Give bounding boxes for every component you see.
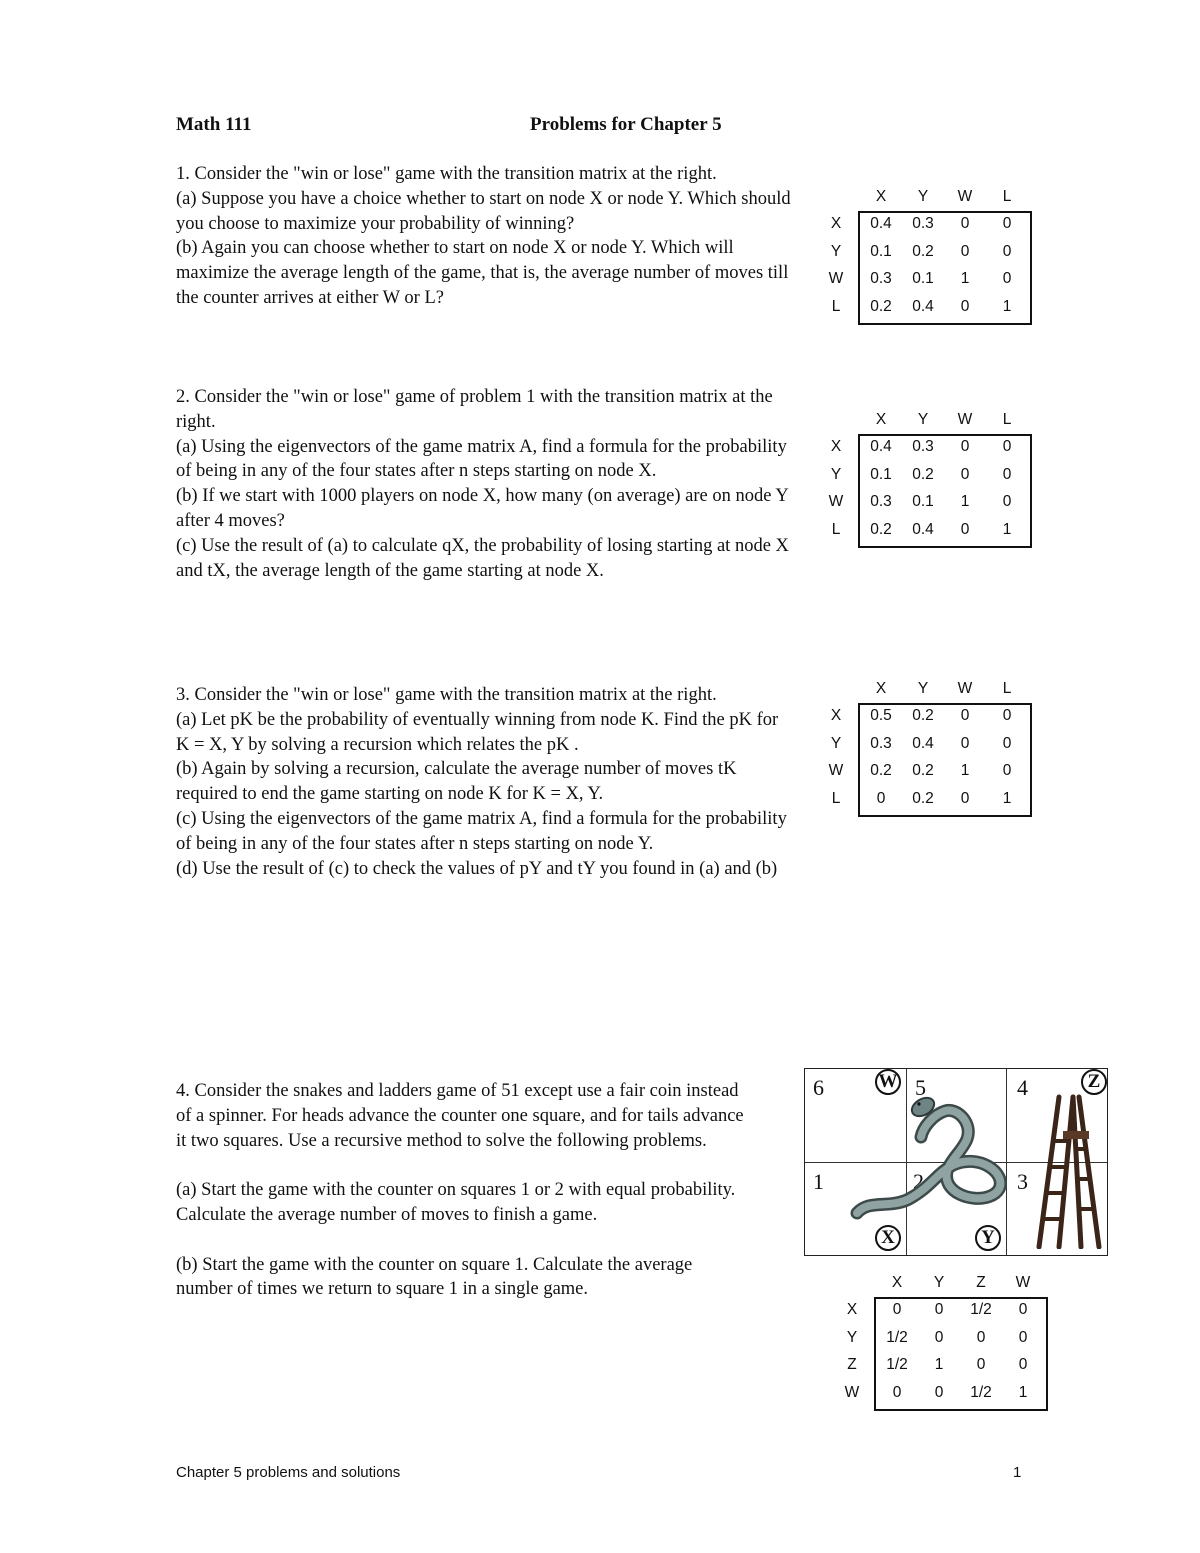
page-title: Problems for Chapter 5 bbox=[530, 114, 722, 135]
matrix-cell: 0.2 bbox=[870, 520, 892, 538]
problem-3-part-c: (c) Using the eigenvectors of the game matrix A, find a formula for the probability of being in any of the four states after n steps starting on node Y. bbox=[176, 808, 787, 854]
matrix-col-label: W bbox=[1015, 1274, 1031, 1291]
matrix-col-label: X bbox=[875, 411, 887, 428]
matrix-col-label: L bbox=[1002, 411, 1012, 428]
matrix-row-label: Y bbox=[830, 465, 842, 483]
matrix-row-label: Y bbox=[846, 1328, 858, 1346]
node-marker-x: X bbox=[875, 1225, 901, 1251]
matrix-col-label: X bbox=[875, 188, 887, 205]
matrix-cell: 0 bbox=[892, 1301, 902, 1318]
matrix-cell: 0 bbox=[960, 215, 970, 232]
matrix-cell: 0 bbox=[960, 297, 970, 315]
matrix-col-label: L bbox=[1002, 680, 1012, 697]
matrix-col-label: Y bbox=[917, 188, 929, 205]
square-number: 2 bbox=[913, 1169, 924, 1194]
matrix-cell: 1 bbox=[960, 493, 970, 510]
matrix-cell: 0 bbox=[960, 438, 970, 455]
matrix-row-label: X bbox=[830, 707, 842, 724]
matrix-cell: 0.1 bbox=[870, 242, 892, 260]
matrix-cell: 0.2 bbox=[870, 297, 892, 315]
matrix-cell: 0.4 bbox=[870, 438, 892, 455]
problem-2 bbox=[176, 385, 796, 583]
matrix-cell: 0.2 bbox=[870, 762, 892, 779]
matrix-cell: 0 bbox=[960, 520, 970, 538]
matrix-cell: 0 bbox=[1018, 1301, 1028, 1318]
matrix-cell: 1 bbox=[960, 762, 970, 779]
matrix-cell: 0.2 bbox=[912, 707, 934, 724]
problem-3-part-a: (a) Let pK be the probability of eventually winning from node K. Find the pK for K = X, Y by solving a recursion which relates the pK . bbox=[176, 709, 779, 755]
matrix-cell: 0.4 bbox=[912, 734, 934, 752]
matrix-cell: 0.2 bbox=[912, 465, 934, 483]
problem-1-part-a: (a) Suppose you have a choice whether to start on node X or node Y. Which should you choose to maximize your probability of winning? bbox=[176, 188, 791, 234]
matrix-cell: 1/2 bbox=[886, 1328, 908, 1346]
matrix-cell: 1 bbox=[1002, 789, 1012, 807]
matrix-cell: 1 bbox=[934, 1356, 944, 1373]
matrix-cell: 1 bbox=[1002, 520, 1012, 538]
matrix-cell: 0 bbox=[1002, 242, 1012, 260]
page-number: 1 bbox=[1013, 1464, 1022, 1481]
matrix-row-label: Y bbox=[830, 242, 842, 260]
problem-2-intro: 2. Consider the "win or lose" game of problem 1 with the transition matrix at the right. bbox=[176, 387, 773, 432]
matrix-cell: 0.1 bbox=[870, 465, 892, 483]
matrix-cell: 0.3 bbox=[870, 493, 892, 510]
matrix-cell: 0.2 bbox=[912, 242, 934, 260]
matrix-cell: 0 bbox=[1002, 215, 1012, 232]
matrix-cell: 0 bbox=[934, 1328, 944, 1346]
matrix-cell: 0.3 bbox=[870, 270, 892, 287]
problem-2-part-c: (c) Use the result of (a) to calculate qX, the probability of losing starting at node X and tX, the average length of the game starting at node X. bbox=[176, 535, 789, 581]
matrix-cell: 0 bbox=[1002, 465, 1012, 483]
matrix-cell: 0.3 bbox=[912, 215, 934, 232]
matrix-col-label: X bbox=[875, 680, 887, 697]
matrix-cell: 0 bbox=[960, 789, 970, 807]
matrix-row-label: L bbox=[831, 297, 841, 315]
matrix-cell: 0 bbox=[960, 242, 970, 260]
matrix-row-label: W bbox=[828, 270, 844, 287]
square-number: 6 bbox=[813, 1075, 824, 1100]
square-number: 5 bbox=[915, 1075, 926, 1100]
matrix-cell: 0 bbox=[960, 465, 970, 483]
matrix-cell: 0 bbox=[1002, 734, 1012, 752]
matrix-cell: 0.5 bbox=[870, 707, 892, 724]
node-marker-w: W bbox=[875, 1069, 901, 1095]
snake-icon bbox=[849, 1081, 1019, 1221]
matrix-cell: 0 bbox=[1002, 493, 1012, 510]
matrix-row-label: X bbox=[830, 215, 842, 232]
matrix-cell: 0.4 bbox=[912, 297, 934, 315]
spacer bbox=[176, 1153, 746, 1178]
problem-4-part-b: (b) Start the game with the counter on square 1. Calculate the average number of times we return to square 1 in a single game. bbox=[176, 1254, 693, 1300]
node-marker-z: Z bbox=[1081, 1069, 1107, 1095]
matrix-col-label: W bbox=[957, 188, 973, 205]
matrix-cell: 0 bbox=[1018, 1328, 1028, 1346]
problem-3-part-b: (b) Again by solving a recursion, calculate the average number of moves tK required to end the game starting on node K for K = X, Y. bbox=[176, 759, 737, 805]
problem-3 bbox=[176, 683, 796, 881]
matrix-col-label: Y bbox=[917, 680, 929, 697]
matrix-col-label: Y bbox=[933, 1274, 945, 1291]
matrix-row-label: L bbox=[831, 520, 841, 538]
matrix-cell: 0.4 bbox=[870, 215, 892, 232]
matrix-cell: 0 bbox=[976, 1356, 986, 1373]
matrix-col-label: Y bbox=[917, 411, 929, 428]
matrix-cell: 1/2 bbox=[970, 1301, 992, 1318]
problem-3-part-d: (d) Use the result of (c) to check the values of pY and tY you found in (a) and (b) bbox=[176, 858, 778, 879]
matrix-row-label: W bbox=[844, 1383, 860, 1401]
matrix-cell: 0 bbox=[960, 707, 970, 724]
matrix-cell: 0 bbox=[1002, 707, 1012, 724]
matrix-cell: 0 bbox=[892, 1383, 902, 1401]
problem-4-part-a: (a) Start the game with the counter on squares 1 or 2 with equal probability. Calculate the average number of moves to finish a game. bbox=[176, 1180, 736, 1225]
matrix-col-label: W bbox=[957, 680, 973, 697]
matrix-cell: 1/2 bbox=[886, 1356, 908, 1373]
matrix-row-label: X bbox=[846, 1301, 858, 1318]
matrix-row-label: Y bbox=[830, 734, 842, 752]
matrix-cell: 0 bbox=[934, 1383, 944, 1401]
matrix-row-label: L bbox=[831, 789, 841, 807]
matrix-cell: 0.2 bbox=[912, 762, 934, 779]
matrix-cell: 0 bbox=[934, 1301, 944, 1318]
matrix-cell: 0.1 bbox=[912, 270, 934, 287]
problem-1-intro: 1. Consider the "win or lose" game with the transition matrix at the right. bbox=[176, 164, 717, 184]
spacer bbox=[176, 1228, 746, 1253]
square-number: 3 bbox=[1017, 1169, 1028, 1194]
matrix-cell: 1 bbox=[1018, 1383, 1028, 1401]
matrix-cell: 0 bbox=[976, 1328, 986, 1346]
matrix-col-label: W bbox=[957, 411, 973, 428]
square-number: 4 bbox=[1017, 1075, 1028, 1100]
matrix-cell: 0.4 bbox=[912, 520, 934, 538]
matrix-cell: 1 bbox=[960, 270, 970, 287]
square-number: 1 bbox=[813, 1169, 824, 1194]
problem-3-intro: 3. Consider the "win or lose" game with the transition matrix at the right. bbox=[176, 685, 717, 705]
matrix-cell: 0.1 bbox=[912, 493, 934, 510]
matrix-row-label: Z bbox=[847, 1356, 857, 1373]
node-marker-y: Y bbox=[975, 1225, 1001, 1251]
problem-4 bbox=[176, 1079, 746, 1302]
problem-4-intro: 4. Consider the snakes and ladders game of 51 except use a fair coin instead of a spinner. For heads advance the counter one square, and for tails advance it two squares. Use a recursive method to solve the following problems. bbox=[176, 1081, 744, 1151]
problem-1-part-b: (b) Again you can choose whether to start on node X or node Y. Which will maximize the average length of the game, that is, the average number of moves till the counter arrives at either W or L? bbox=[176, 238, 789, 308]
matrix-cell: 0 bbox=[876, 789, 886, 807]
matrix-cell: 0 bbox=[1002, 762, 1012, 779]
matrix-row-label: X bbox=[830, 438, 842, 455]
matrix-cell: 0 bbox=[1018, 1356, 1028, 1373]
matrix-col-label: L bbox=[1002, 188, 1012, 205]
matrix-col-label: X bbox=[891, 1274, 903, 1291]
snakes-ladders-board bbox=[804, 1068, 1108, 1256]
matrix-cell: 0 bbox=[960, 734, 970, 752]
course-title: Math 111 bbox=[176, 114, 252, 135]
matrix-cell: 0.2 bbox=[912, 789, 934, 807]
matrix-cell: 0.3 bbox=[912, 438, 934, 455]
matrix-col-label: Z bbox=[976, 1274, 986, 1291]
matrix-cell: 1/2 bbox=[970, 1383, 992, 1401]
matrix-cell: 0 bbox=[1002, 270, 1012, 287]
problem-1 bbox=[176, 162, 796, 311]
problem-2-part-a: (a) Using the eigenvectors of the game matrix A, find a formula for the probability of being in any of the four states after n steps starting on node X. bbox=[176, 436, 787, 482]
problem-2-part-b: (b) If we start with 1000 players on node X, how many (on average) are on node Y after 4 moves? bbox=[176, 486, 789, 531]
ladder-icon bbox=[1025, 1089, 1105, 1249]
matrix-row-label: W bbox=[828, 493, 844, 510]
footer-text: Chapter 5 problems and solutions bbox=[176, 1464, 401, 1481]
matrix-row-label: W bbox=[828, 762, 844, 779]
matrix-cell: 0.3 bbox=[870, 734, 892, 752]
matrix-cell: 0 bbox=[1002, 438, 1012, 455]
matrix-cell: 1 bbox=[1002, 297, 1012, 315]
